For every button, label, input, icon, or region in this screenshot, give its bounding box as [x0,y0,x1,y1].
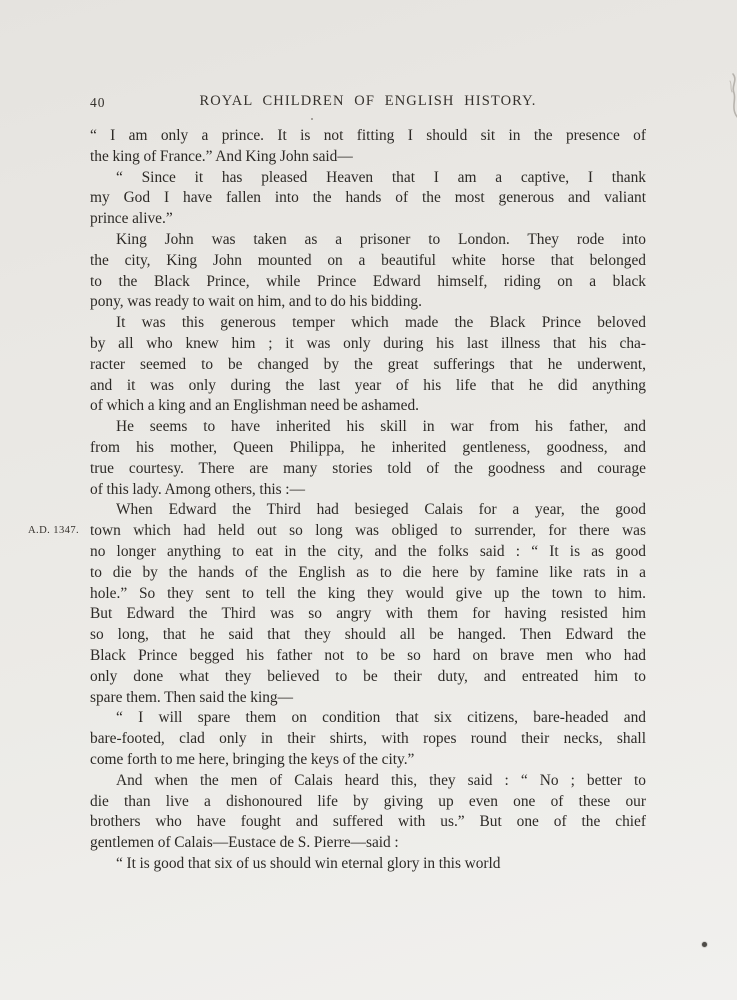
text-line: only done what they believed to be their duty, and entreated him to [90,667,646,685]
ink-spot [702,942,707,947]
text-line: He seems to have inherited his skill in war from his father, and [116,418,646,436]
running-header-title: ROYAL CHILDREN OF ENGLISH HISTORY. [199,93,537,109]
text-line: my God I have fallen into the hands of the most generous and valiant [90,189,646,207]
text-line: “ I am only a prince. It is not fitting I should sit in the presence of [90,127,646,144]
text-line: the king of France.” And King John said— [90,147,353,165]
text-line: pony, was ready to wait on him, and to do his bidding. [90,293,422,311]
text-line: the city, King John mounted on a beautiful white horse that belonged [90,251,646,269]
paper-speck [311,118,313,120]
text-line: bare-footed, clad only in their shirts, with ropes round their necks, shall [90,730,646,748]
text-line: hole.” So they sent to tell the king they would give up the town to him. [90,584,646,602]
text-line: from his mother, Queen Philippa, he inherited gentleness, goodness, and [90,438,646,456]
text-line: gentlemen of Calais—Eustace de S. Pierre—said : [90,834,399,852]
text-line: so long, that he said that they should all be hanged. Then Edward the [90,626,646,644]
text-line: no longer anything to eat in the city, and the folks said : “ It is as good [90,542,646,560]
text-line: “ Since it has pleased Heaven that I am a captive, I thank [116,168,646,186]
text-line: to die by the hands of the English as to die here by famine like rats in a [90,563,646,581]
text-line: King John was taken as a prisoner to London. They rode into [116,230,646,248]
text-line: “ I will spare them on condition that six citizens, bare-headed and [116,709,646,727]
body-text-block [90,126,646,875]
text-line: spare them. Then said the king— [90,688,294,706]
text-line: But Edward the Third was so angry with them for having resisted him [90,605,646,623]
page-header [90,93,646,115]
text-line: true courtesy. There are many stories told of the goodness and courage [90,459,646,477]
page-number: 40 [90,95,106,110]
text-line: come forth to me here, bringing the keys of the city.” [90,750,415,768]
text-line: Black Prince begged his father not to be so hard on brave men who had [90,646,646,664]
text-line: brothers who have fought and suffered with us.” But one of the chief [90,813,646,831]
margin-note-date: A.D. 1347. [28,525,80,536]
text-line: town which had held out so long was obliged to surrender, for there was [90,522,646,540]
text-line: die than live a dishonoured life by giving up even one of these our [90,792,646,810]
text-line: “ It is good that six of us should win eternal glory in this world [116,854,501,872]
text-line: to the Black Prince, while Prince Edward himself, riding on a black [90,272,646,290]
text-line: And when the men of Calais heard this, they said : “ No ; better to [116,771,646,789]
text-line: of this lady. Among others, this :— [90,480,305,498]
pencil-mark [719,72,737,122]
text-line: When Edward the Third had besieged Calais for a year, the good [116,501,646,519]
text-line: and it was only during the last year of his life that he did anything [90,376,646,394]
text-line: racter seemed to be changed by the great sufferings that he underwent, [90,355,646,373]
text-line: It was this generous temper which made the Black Prince beloved [116,314,646,332]
text-line: of which a king and an Englishman need be ashamed. [90,397,420,415]
text-line: by all who knew him ; it was only during his last illness that his cha- [90,334,646,352]
text-line: prince alive.” [90,210,173,228]
